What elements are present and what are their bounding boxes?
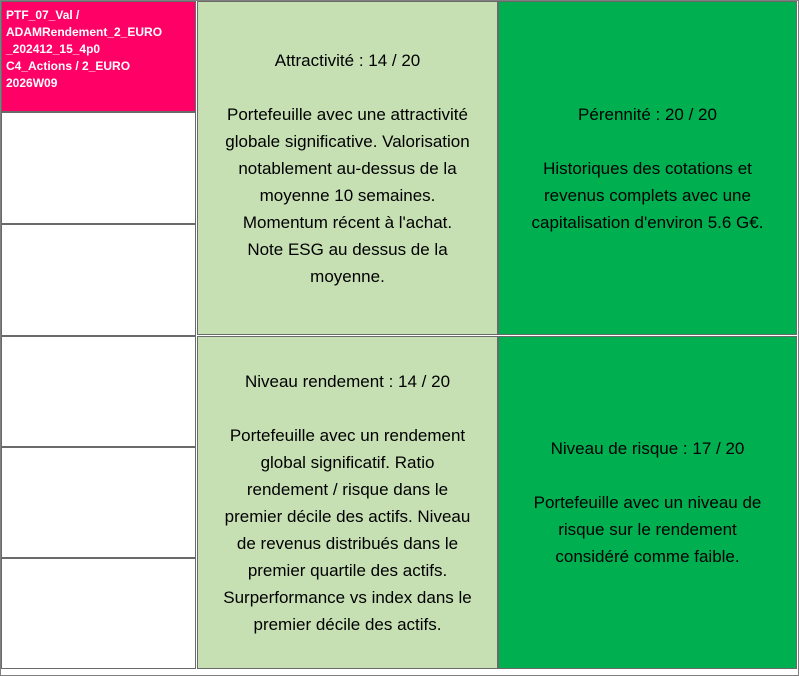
perennite-panel (498, 1, 797, 335)
rendement-heading: Niveau rendement : 14 / 20 (244, 371, 451, 391)
rendement-line: premier décile des actifs. Niveau (224, 506, 471, 526)
perennite-heading: Pérennité : 20 / 20 (578, 104, 717, 124)
risque-panel (498, 336, 797, 669)
rendement-panel (197, 336, 498, 669)
risque-line: Portefeuille avec un niveau de (533, 493, 762, 512)
risque-line: risque sur le rendement (558, 520, 737, 539)
risque-heading: Niveau de risque : 17 / 20 (550, 439, 745, 458)
rendement-line: de revenus distribués dans le (236, 533, 459, 553)
attractivite-panel (197, 1, 498, 335)
rendement-line: global significatif. Ratio (260, 452, 435, 472)
attractivite-line: moyenne 10 semaines. (259, 185, 436, 205)
perennite-line: revenus complets avec une (544, 185, 751, 205)
empty-cell (1, 447, 196, 558)
rendement-line: Surperformance vs index dans le (223, 587, 472, 607)
attractivite-line: Note ESG au dessus de la (247, 239, 448, 259)
empty-cell (1, 558, 196, 669)
risque-line: considéré comme faible. (555, 547, 740, 566)
empty-cell (1, 336, 196, 447)
portfolio-label-line: 2026W09 (6, 76, 58, 90)
portfolio-label-line: C4_Actions / 2_EURO (6, 59, 131, 73)
portfolio-label-line: ADAMRendement_2_EURO (6, 25, 163, 39)
rendement-line: premier décile des actifs. (253, 614, 442, 634)
rendement-description (223, 422, 472, 638)
perennite-line: Historiques des cotations et (543, 158, 752, 178)
attractivite-line: Portefeuille avec une attractivité (227, 104, 468, 124)
attractivite-line: globale significative. Valorisation (225, 131, 470, 151)
perennite-line: capitalisation d'environ 5.6 G€. (531, 212, 764, 232)
empty-cell (1, 112, 196, 224)
perennite-description (532, 155, 764, 236)
attractivite-line: moyenne. (310, 266, 385, 286)
empty-cell (1, 224, 196, 336)
attractivite-line: notablement au-dessus de la (238, 158, 457, 178)
rendement-line: premier quartile des actifs. (247, 560, 448, 580)
attractivite-line: Momentum récent à l'achat. (242, 212, 453, 232)
rendement-line: rendement / risque dans le (246, 479, 449, 499)
portfolio-label-line: _202412_15_4p0 (6, 42, 101, 56)
attractivite-heading: Attractivité : 14 / 20 (274, 50, 421, 70)
portfolio-label-line: PTF_07_Val / (6, 8, 80, 22)
attractivite-description (225, 101, 469, 290)
risque-description (534, 489, 762, 570)
portfolio-label (1, 1, 196, 112)
rendement-line: Portefeuille avec un rendement (229, 425, 466, 445)
